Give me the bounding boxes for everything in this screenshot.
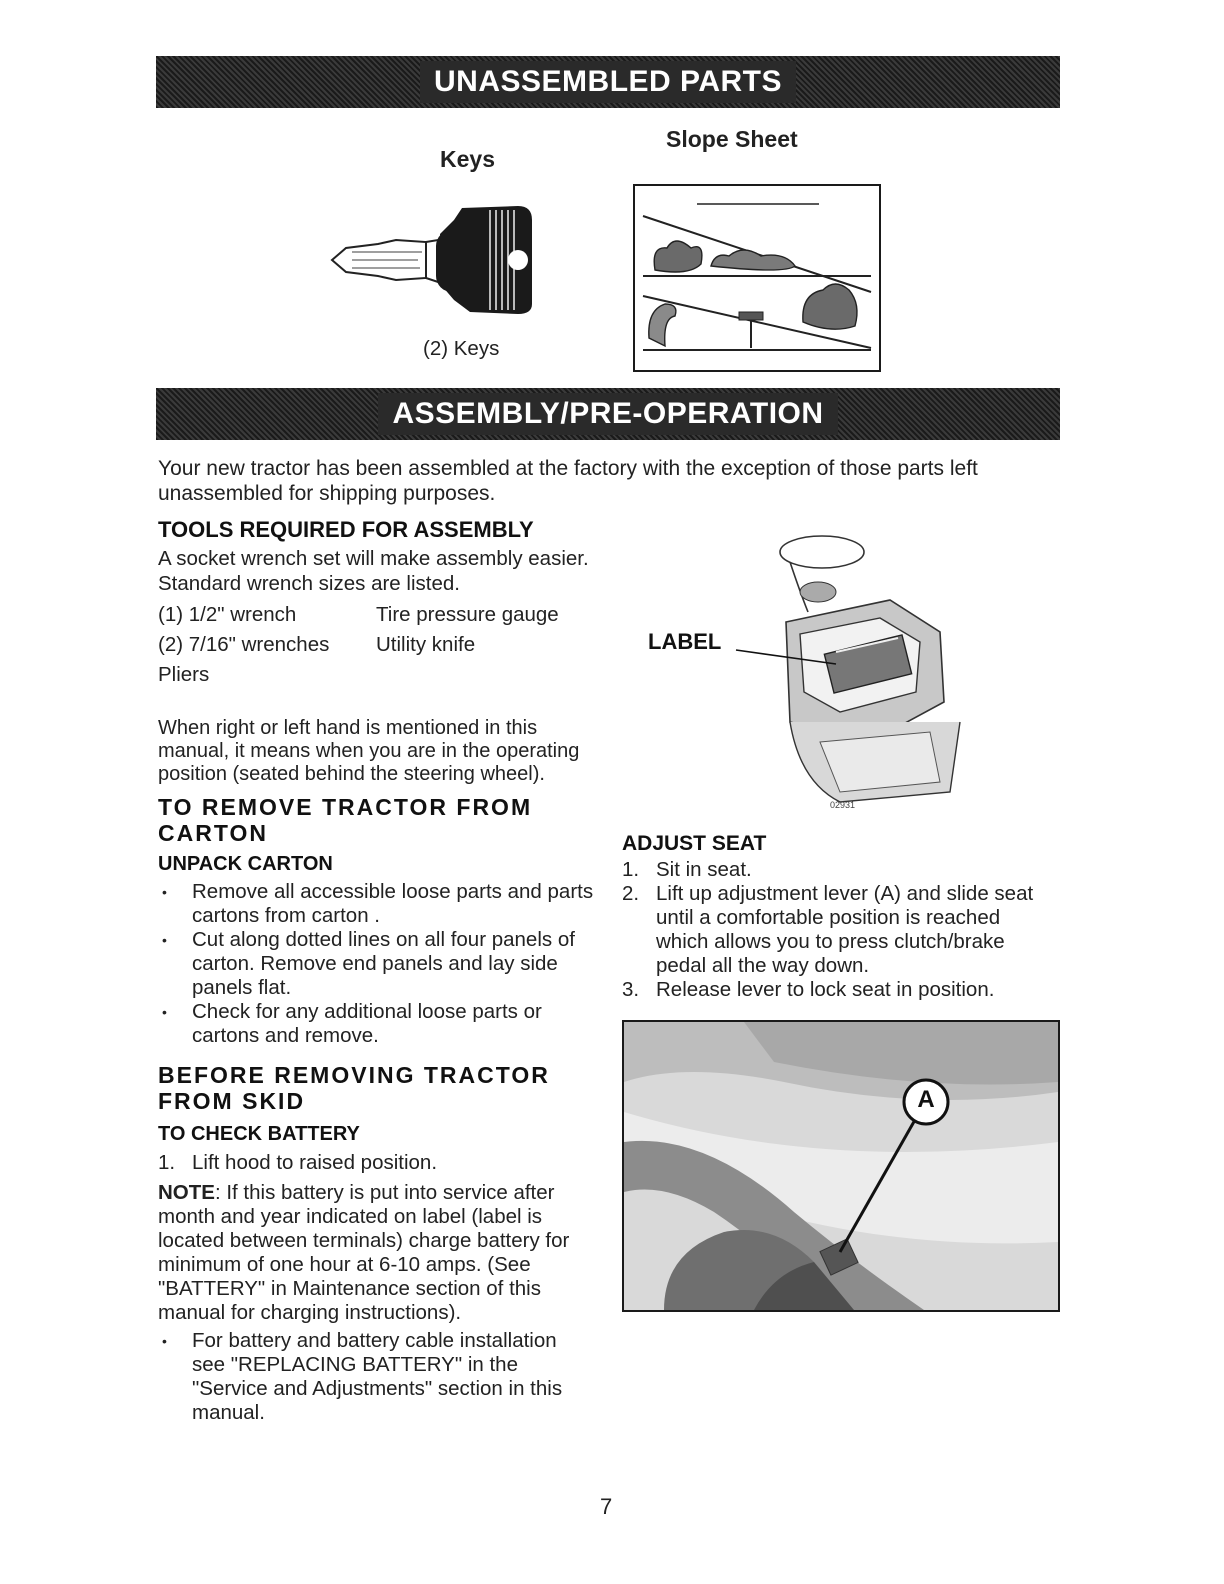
unpack-heading: UNPACK CARTON — [158, 853, 333, 875]
battery-note — [158, 1181, 594, 1325]
battery-install-list — [158, 1329, 594, 1425]
list-item: • Remove all accessible loose parts and parts cartons from carton . — [158, 880, 594, 928]
keys-caption: (2) Keys — [423, 337, 500, 360]
figure-code: 02931 — [830, 800, 856, 810]
key-illustration — [322, 200, 538, 320]
list-item — [622, 882, 1058, 978]
battery-steps — [158, 1150, 594, 1175]
unassembled-parts-title: UNASSEMBLED PARTS — [420, 61, 796, 103]
battery-label-callout: LABEL — [648, 629, 722, 654]
step-text: Lift up adjustment lever (A) and slide seat until a comfortable position is reached which allows you to press clutch/brake pedal all the way down. — [656, 882, 1034, 977]
tools-row — [158, 602, 594, 627]
tools-row — [158, 662, 594, 687]
right-column — [622, 832, 1058, 1002]
note-label: NOTE — [158, 1181, 215, 1204]
step-text: Sit in seat. — [656, 858, 752, 881]
assembly-banner — [156, 388, 1060, 440]
step-text: Release lever to lock seat in position. — [656, 978, 995, 1001]
tool-item: Pliers — [158, 663, 210, 686]
slope-sheet-heading: Slope Sheet — [666, 126, 798, 152]
slope-sheet-figure — [633, 184, 881, 372]
tool-item: (2) 7/16" wrenches — [158, 633, 330, 656]
step-number: 3. — [622, 978, 640, 1001]
note-text: : If this battery is put into service after month and year indicated on label (label is located between terminals) charge battery for minimum of one hour at 6-10 amps. (See "BATTERY" in Maintenance section of this manual for charging instructions). — [158, 1181, 570, 1324]
tool-item: Tire pressure gauge — [376, 603, 559, 626]
step-text: Lift hood to raised position. — [192, 1151, 438, 1174]
left-column — [158, 518, 594, 1425]
adjust-seat-heading: ADJUST SEAT — [622, 832, 767, 855]
list-item — [158, 1150, 594, 1175]
remove-heading: TO REMOVE TRACTOR FROM CARTON — [158, 794, 533, 846]
tools-intro: A socket wrench set will make assembly easier. Standard wrench sizes are listed. — [158, 547, 589, 595]
lever-callout-a: A — [917, 1086, 935, 1113]
tools-heading: TOOLS REQUIRED FOR ASSEMBLY — [158, 517, 534, 542]
tool-item: (1) 1/2" wrench — [158, 603, 297, 626]
list-item — [622, 858, 1058, 882]
list-item: • For battery and battery cable installation see "REPLACING BATTERY" in the "Service and Adjustments" section in this manual. — [158, 1329, 594, 1425]
unpack-list — [158, 880, 594, 1048]
assembly-intro: Your new tractor has been assembled at the factory with the exception of those parts left unassembled for shipping purposes. — [158, 457, 978, 505]
tools-row — [158, 632, 594, 657]
battery-figure — [640, 522, 980, 822]
seat-lever-figure — [622, 1020, 1060, 1312]
page-number: 7 — [600, 1494, 613, 1519]
tools-table — [158, 602, 594, 687]
list-item — [622, 978, 1058, 1002]
list-item: • Check for any additional loose parts or cartons and remove. — [158, 1000, 594, 1048]
seat-steps — [622, 858, 1058, 1002]
before-heading: BEFORE REMOVING TRACTOR FROM SKID — [158, 1062, 550, 1114]
hand-note: When right or left hand is mentioned in this manual, it means when you are in the operating position (seated behind the steering wheel). — [158, 717, 580, 785]
list-item: • Cut along dotted lines on all four panels of carton. Remove end panels and lay side panels flat. — [158, 928, 594, 1000]
tool-item: Utility knife — [376, 633, 476, 656]
unassembled-parts-banner — [156, 56, 1060, 108]
step-number: 1. — [158, 1151, 176, 1174]
step-number: 2. — [622, 882, 640, 905]
step-number: 1. — [622, 858, 640, 881]
check-battery-heading: TO CHECK BATTERY — [158, 1123, 360, 1145]
assembly-title: ASSEMBLY/PRE-OPERATION — [378, 393, 837, 435]
keys-heading: Keys — [440, 146, 495, 172]
